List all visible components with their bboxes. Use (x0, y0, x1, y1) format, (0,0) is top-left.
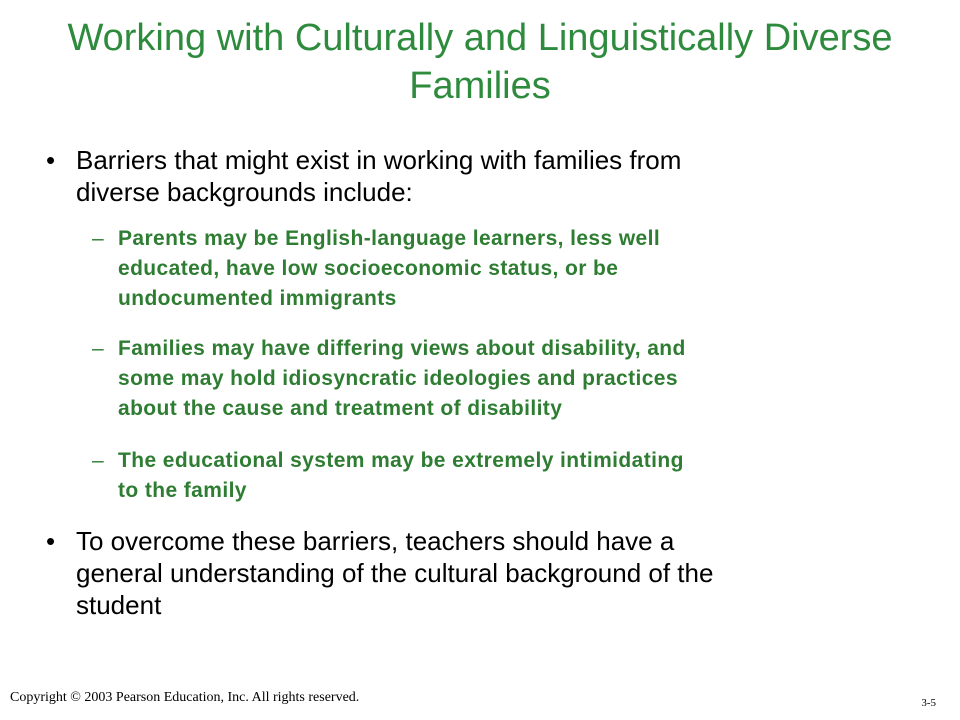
subitem-text-line: educated, have low socioeconomic status, or be (118, 257, 619, 280)
subitem-educational-system (92, 446, 908, 506)
footer-copyright: Copyright © 2003 Pearson Education, Inc. All rights reserved. (10, 690, 360, 705)
bullet-marker: • (46, 145, 56, 175)
slide-title-line-2: Families (409, 65, 551, 107)
subitem-families (92, 334, 908, 424)
bullet-overcome (46, 525, 896, 621)
dash-marker: – (92, 449, 105, 472)
bullet-text-line: Barriers that might exist in working with families from (76, 145, 682, 175)
slide-title-line-1: Working with Culturally and Linguistically Diverse (67, 17, 893, 59)
subitem-text-line: some may hold idiosyncratic ideologies and practices (118, 367, 678, 390)
subitem-text-line: Parents may be English-language learners, less well (118, 227, 661, 250)
page-number: 3-5 (921, 697, 936, 709)
bullet-barriers (46, 144, 896, 208)
subitem-text-line: about the cause and treatment of disability (118, 397, 563, 420)
subitem-text-line: Families may have differing views about disability, and (118, 337, 686, 360)
bullet-text-line: To overcome these barriers, teachers should have a (76, 526, 675, 556)
bullet-text-line: general understanding of the cultural background of the (76, 558, 714, 588)
subitem-parents (92, 224, 908, 314)
bullet-marker: • (46, 526, 56, 556)
subitem-text-line: undocumented immigrants (118, 287, 397, 310)
subitem-text-line: The educational system may be extremely intimidating (118, 449, 684, 472)
dash-marker: – (92, 337, 105, 360)
subitem-text-line: to the family (118, 479, 247, 502)
dash-marker: – (92, 227, 105, 250)
bullet-text-line: diverse backgrounds include: (76, 177, 413, 207)
bullet-text-line: student (76, 590, 162, 620)
slide-title (10, 14, 950, 110)
